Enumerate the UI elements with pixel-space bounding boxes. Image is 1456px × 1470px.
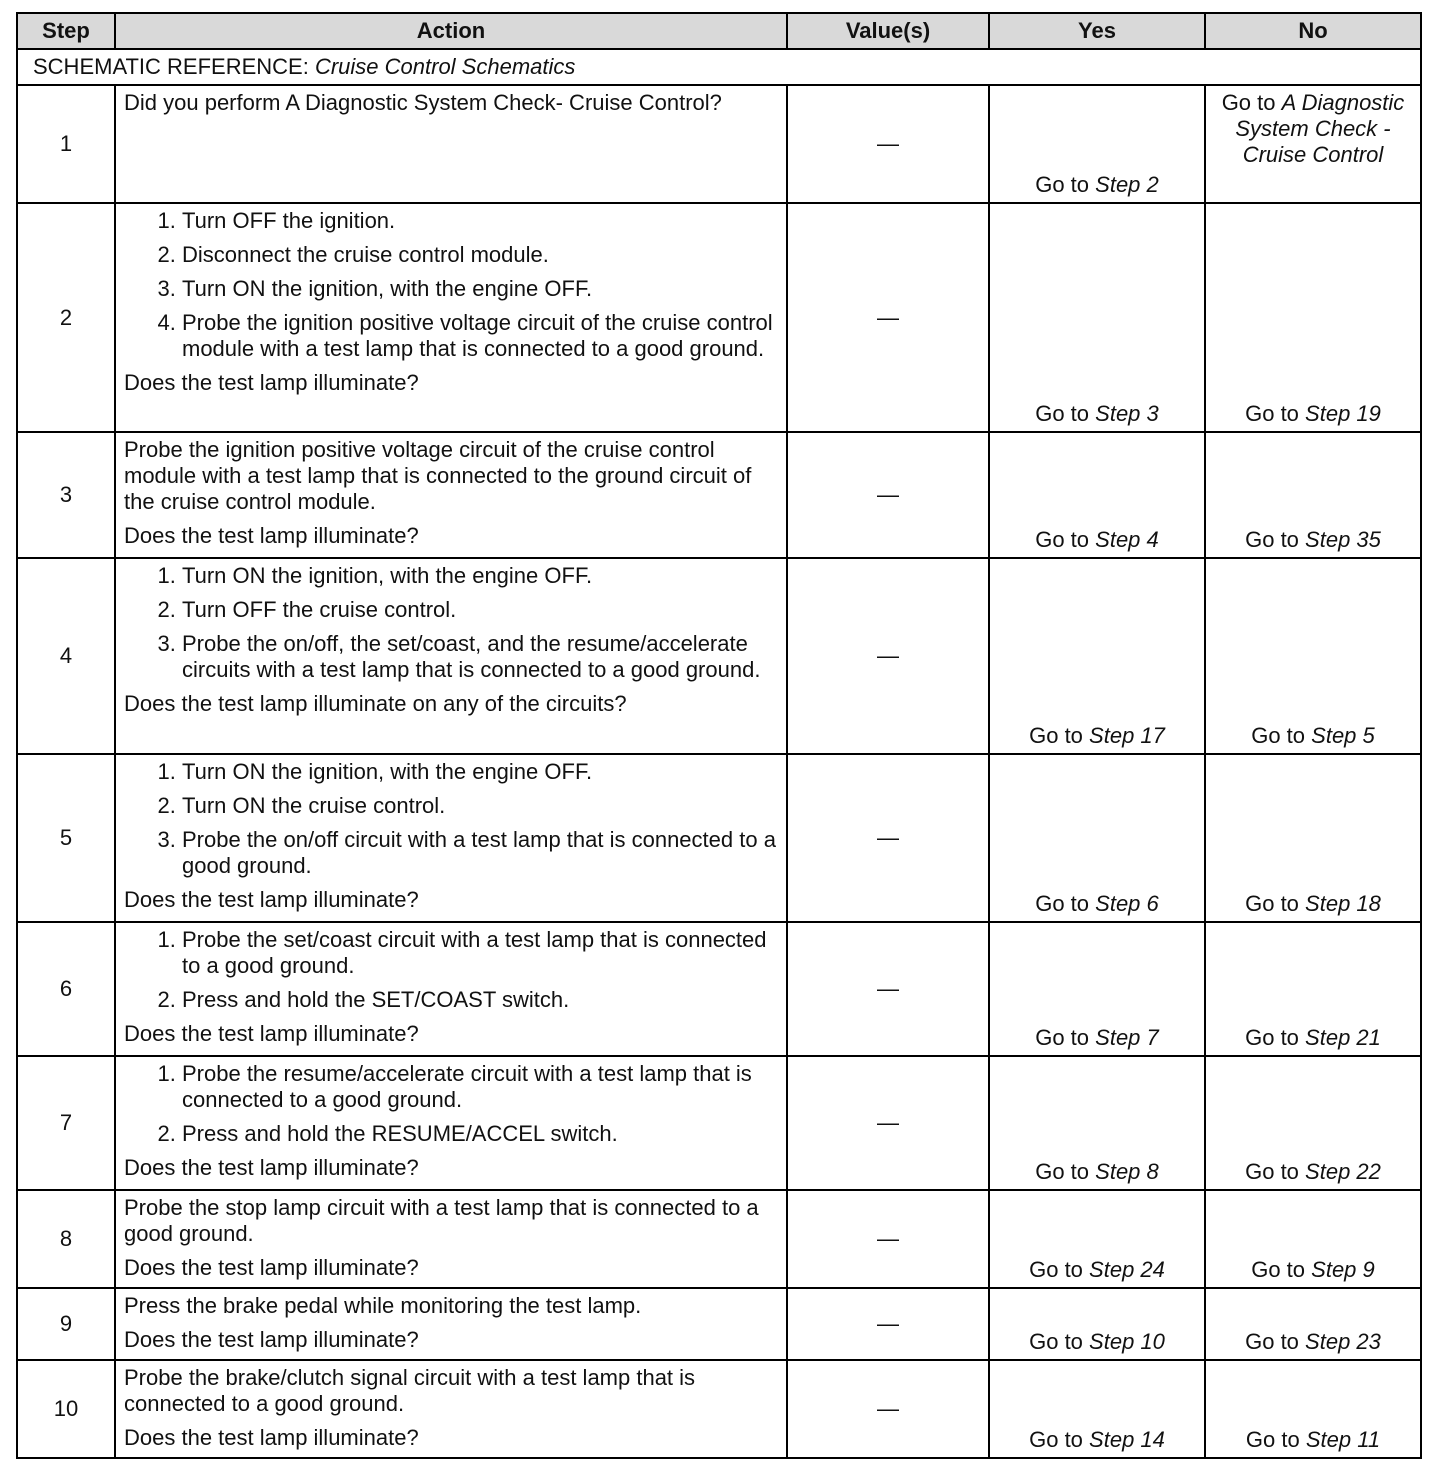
- header-row: [17, 13, 1421, 49]
- action-step: 1. Turn ON the ignition, with the engine OFF.: [182, 759, 778, 785]
- action-question: Does the test lamp illuminate?: [124, 1155, 419, 1180]
- action-step: 1. Turn ON the ignition, with the engine OFF.: [182, 563, 778, 589]
- action-cell: [115, 922, 787, 1056]
- header-yes: Yes: [989, 13, 1205, 49]
- no-goto-link[interactable]: Step 5: [1311, 723, 1375, 748]
- schematic-reference: [17, 49, 1421, 85]
- step-number: 7: [17, 1056, 115, 1190]
- no-goto-link[interactable]: A Diagnostic System Check - Cruise Control: [1235, 90, 1405, 167]
- action-step: 2. Disconnect the cruise control module.: [182, 242, 778, 268]
- value-dash: —: [877, 131, 899, 156]
- action-cell: [115, 85, 787, 203]
- no-cell: [1205, 432, 1421, 558]
- step-number: 9: [17, 1288, 115, 1360]
- action-question: Does the test lamp illuminate?: [124, 1021, 419, 1046]
- action-cell: [115, 1190, 787, 1288]
- yes-goto-label: Go to: [1029, 1257, 1083, 1282]
- no-goto-label: Go to: [1251, 723, 1306, 748]
- no-goto-link[interactable]: Step 11: [1305, 1427, 1381, 1452]
- action-step: 1. Probe the resume/accelerate circuit with a test lamp that is connected to a good ground.: [182, 1061, 778, 1113]
- value-dash: —: [877, 1396, 899, 1421]
- action-steps: [124, 563, 778, 683]
- action-text: Probe the ignition positive voltage circuit of the cruise control module with a test lamp that is connected to the ground circuit of the cruise control module.: [124, 437, 752, 514]
- no-goto-label: Go to: [1251, 1257, 1306, 1282]
- yes-cell: [989, 1056, 1205, 1190]
- no-goto-label: Go to: [1245, 401, 1299, 426]
- action-cell: [115, 558, 787, 754]
- no-goto-link[interactable]: Step 22: [1305, 1159, 1381, 1184]
- no-cell: [1205, 1056, 1421, 1190]
- yes-goto-link[interactable]: Step 6: [1095, 891, 1159, 916]
- yes-goto-label: Go to: [1029, 1427, 1083, 1452]
- value-dash: —: [877, 1110, 899, 1135]
- action-cell: [115, 1288, 787, 1360]
- no-goto-link[interactable]: Step 23: [1305, 1329, 1381, 1354]
- action-cell: [115, 432, 787, 558]
- value-cell: [787, 85, 989, 203]
- value-cell: [787, 1056, 989, 1190]
- no-cell: [1205, 922, 1421, 1056]
- no-goto-label: Go to: [1245, 1025, 1299, 1050]
- yes-goto-label: Go to: [1035, 401, 1090, 426]
- action-question: Does the test lamp illuminate?: [124, 1255, 419, 1280]
- action-question: Does the test lamp illuminate?: [124, 1425, 419, 1450]
- no-goto-label: Go to: [1245, 527, 1299, 552]
- no-goto-link[interactable]: Step 9: [1311, 1257, 1375, 1282]
- step-number: 1: [17, 85, 115, 203]
- action-question: Does the test lamp illuminate?: [124, 887, 419, 912]
- schematic-reference-label: SCHEMATIC REFERENCE:: [33, 54, 309, 79]
- table-row: [17, 203, 1421, 432]
- yes-goto-link[interactable]: Step 2: [1095, 172, 1159, 197]
- action-step: 3. Probe the on/off circuit with a test lamp that is connected to a good ground.: [182, 827, 778, 879]
- yes-goto-link[interactable]: Step 4: [1095, 527, 1159, 552]
- action-cell: [115, 203, 787, 432]
- yes-goto-link[interactable]: Step 3: [1095, 401, 1159, 426]
- yes-goto-link[interactable]: Step 14: [1089, 1427, 1165, 1452]
- action-question: Does the test lamp illuminate?: [124, 370, 419, 395]
- yes-goto-label: Go to: [1035, 527, 1090, 552]
- value-cell: [787, 1288, 989, 1360]
- action-question: Does the test lamp illuminate on any of the circuits?: [124, 691, 627, 716]
- action-steps: [124, 1061, 778, 1147]
- table-row: [17, 1288, 1421, 1360]
- value-dash: —: [877, 1226, 899, 1251]
- value-cell: [787, 1360, 989, 1458]
- table-row: [17, 85, 1421, 203]
- diagnostic-table: [16, 12, 1422, 1459]
- header-no: No: [1205, 13, 1421, 49]
- table-row: [17, 1360, 1421, 1458]
- yes-goto-label: Go to: [1029, 1329, 1083, 1354]
- action-step: 2. Turn OFF the cruise control.: [182, 597, 778, 623]
- value-cell: [787, 754, 989, 922]
- action-cell: [115, 754, 787, 922]
- action-steps: [124, 759, 778, 879]
- no-cell: [1205, 1360, 1421, 1458]
- yes-goto-label: Go to: [1035, 891, 1090, 916]
- header-step: Step: [17, 13, 115, 49]
- no-goto-label: Go to: [1245, 1427, 1300, 1452]
- action-text: Did you perform A Diagnostic System Check- Cruise Control?: [124, 90, 722, 115]
- no-goto-label: Go to: [1245, 1329, 1299, 1354]
- action-steps: [124, 208, 778, 362]
- yes-goto-label: Go to: [1035, 1025, 1090, 1050]
- action-cell: [115, 1056, 787, 1190]
- value-cell: [787, 432, 989, 558]
- yes-goto-link[interactable]: Step 10: [1089, 1329, 1165, 1354]
- action-step: 3. Probe the on/off, the set/coast, and the resume/accelerate circuits with a test lamp that is connected to a good ground.: [182, 631, 778, 683]
- no-goto-link[interactable]: Step 21: [1305, 1025, 1381, 1050]
- action-step: 2. Press and hold the RESUME/ACCEL switch.: [182, 1121, 778, 1147]
- header-action: Action: [115, 13, 787, 49]
- yes-cell: [989, 1360, 1205, 1458]
- no-cell: [1205, 754, 1421, 922]
- action-steps: [124, 927, 778, 1013]
- table-row: [17, 754, 1421, 922]
- value-dash: —: [877, 643, 899, 668]
- step-number: 3: [17, 432, 115, 558]
- action-text: Press the brake pedal while monitoring the test lamp.: [124, 1293, 642, 1318]
- value-dash: —: [877, 976, 899, 1001]
- table-row: [17, 432, 1421, 558]
- no-cell: [1205, 558, 1421, 754]
- table-row: [17, 558, 1421, 754]
- no-cell: [1205, 1190, 1421, 1288]
- yes-goto-link[interactable]: Step 7: [1095, 1025, 1159, 1050]
- yes-cell: [989, 432, 1205, 558]
- yes-goto-label: Go to: [1035, 172, 1090, 197]
- yes-cell: [989, 85, 1205, 203]
- step-number: 10: [17, 1360, 115, 1458]
- value-dash: —: [877, 482, 899, 507]
- no-goto-link[interactable]: Step 19: [1305, 401, 1381, 426]
- yes-goto-label: Go to: [1035, 1159, 1090, 1184]
- yes-cell: [989, 754, 1205, 922]
- yes-cell: [989, 1288, 1205, 1360]
- no-cell: [1205, 1288, 1421, 1360]
- no-cell: [1205, 203, 1421, 432]
- no-goto-label: Go to: [1245, 891, 1299, 916]
- step-number: 8: [17, 1190, 115, 1288]
- action-step: 1. Turn OFF the ignition.: [182, 208, 778, 234]
- action-question: Does the test lamp illuminate?: [124, 1327, 419, 1352]
- no-goto-link[interactable]: Step 18: [1305, 891, 1381, 916]
- action-step: 1. Probe the set/coast circuit with a test lamp that is connected to a good ground.: [182, 927, 778, 979]
- step-number: 2: [17, 203, 115, 432]
- table-row: [17, 922, 1421, 1056]
- yes-goto-link[interactable]: Step 17: [1089, 723, 1165, 748]
- yes-cell: [989, 558, 1205, 754]
- action-question: Does the test lamp illuminate?: [124, 523, 419, 548]
- no-goto-label: Go to: [1245, 1159, 1299, 1184]
- step-number: 4: [17, 558, 115, 754]
- action-cell: [115, 1360, 787, 1458]
- value-dash: —: [877, 825, 899, 850]
- yes-goto-link[interactable]: Step 8: [1095, 1159, 1159, 1184]
- yes-goto-link[interactable]: Step 24: [1089, 1257, 1165, 1282]
- table-row: [17, 1190, 1421, 1288]
- schematic-reference-row: [17, 49, 1421, 85]
- step-number: 5: [17, 754, 115, 922]
- value-dash: —: [877, 304, 899, 330]
- value-dash: —: [877, 1311, 899, 1336]
- action-step: 3. Turn ON the ignition, with the engine OFF.: [182, 276, 778, 302]
- value-cell: [787, 558, 989, 754]
- no-goto-label: Go to: [1221, 90, 1276, 115]
- action-text: Probe the brake/clutch signal circuit with a test lamp that is connected to a good ground.: [124, 1365, 696, 1416]
- value-cell: [787, 203, 989, 432]
- yes-goto-label: Go to: [1029, 723, 1083, 748]
- action-step: 2. Press and hold the SET/COAST switch.: [182, 987, 778, 1013]
- schematic-reference-link[interactable]: Cruise Control Schematics: [314, 54, 576, 79]
- header-values: Value(s): [787, 13, 989, 49]
- value-cell: [787, 1190, 989, 1288]
- action-step: 2. Turn ON the cruise control.: [182, 793, 778, 819]
- no-cell: [1205, 85, 1421, 203]
- yes-cell: [989, 203, 1205, 432]
- step-number: 6: [17, 922, 115, 1056]
- action-step: 4. Probe the ignition positive voltage circuit of the cruise control module with a test lamp that is connected to a good ground.: [182, 310, 778, 362]
- action-text: Probe the stop lamp circuit with a test lamp that is connected to a good ground.: [124, 1195, 759, 1246]
- no-goto-link[interactable]: Step 35: [1305, 527, 1381, 552]
- table-row: [17, 1056, 1421, 1190]
- value-cell: [787, 922, 989, 1056]
- yes-cell: [989, 922, 1205, 1056]
- yes-cell: [989, 1190, 1205, 1288]
